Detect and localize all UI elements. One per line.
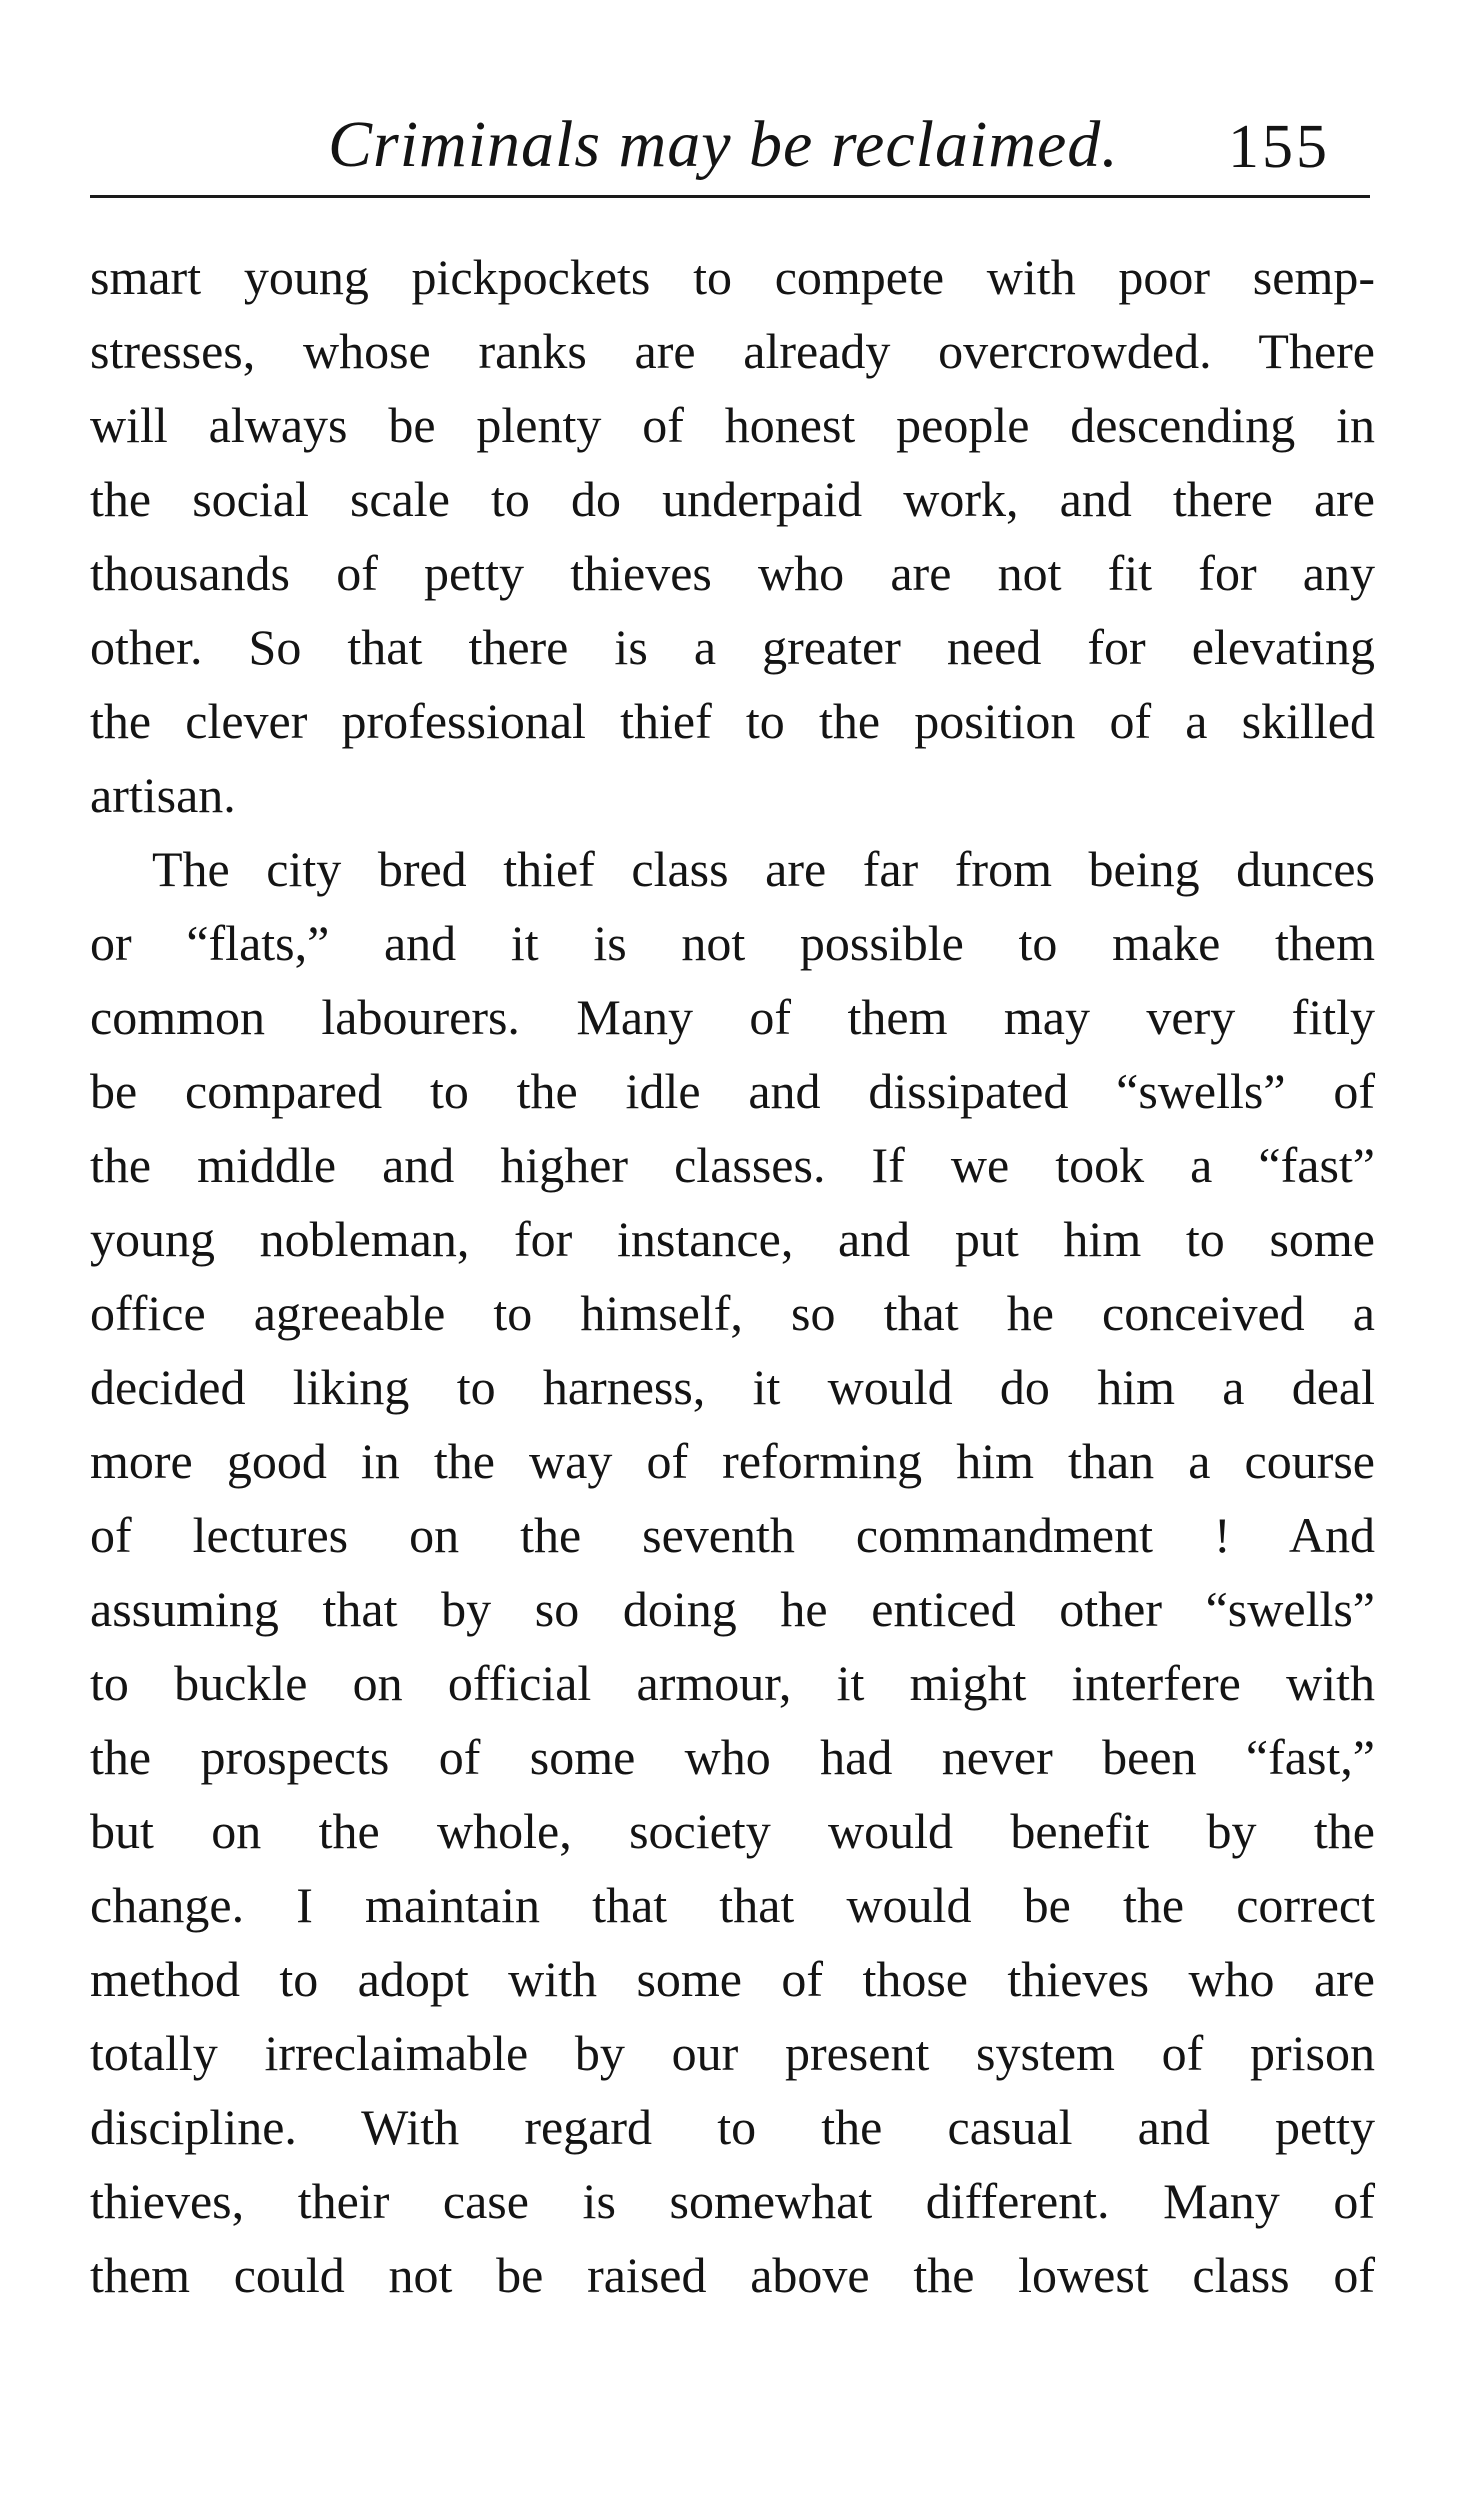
text-line: the clever professional thief to the position of a skilled [90, 693, 1375, 749]
header-rule [90, 195, 1370, 198]
text-line: of lectures on the seventh commandment ! And [90, 1507, 1375, 1563]
text-line: discipline. With regard to the casual and petty [90, 2099, 1375, 2155]
text-line: office agreeable to himself, so that he conceived a [90, 1285, 1375, 1341]
text-line: decided liking to harness, it would do him a deal [90, 1359, 1375, 1415]
text-line: assuming that by so doing he enticed other “swells” [90, 1581, 1375, 1637]
text-line: smart young pickpockets to compete with poor semp- [90, 249, 1375, 305]
text-line: but on the whole, society would benefit by the [90, 1803, 1375, 1859]
text-line: more good in the way of reforming him than a course [90, 1433, 1375, 1489]
text-line: method to adopt with some of those thieves who are [90, 1951, 1375, 2007]
running-title: Criminals may be reclaimed. [328, 108, 1119, 181]
text-line: the prospects of some who had never been “fast,” [90, 1729, 1375, 1785]
text-line: will always be plenty of honest people descending in [90, 397, 1375, 453]
text-line: them could not be raised above the lowest class of [90, 2247, 1375, 2303]
text-line: the middle and higher classes. If we took a “fast” [90, 1137, 1375, 1193]
text-line: thousands of petty thieves who are not fit for any [90, 545, 1375, 601]
body-text [90, 240, 1375, 2312]
text-line: other. So that there is a greater need for elevating [90, 619, 1375, 675]
text-line: change. I maintain that that would be the correct [90, 1877, 1375, 1933]
running-head [90, 98, 1370, 188]
text-line: thieves, their case is somewhat different. Many of [90, 2173, 1375, 2229]
text-line: totally irreclaimable by our present system of prison [90, 2025, 1375, 2081]
text-line: to buckle on official armour, it might interfere with [90, 1655, 1375, 1711]
text-line: young nobleman, for instance, and put him to some [90, 1211, 1375, 1267]
text-line: The city bred thief class are far from being dunces [152, 841, 1375, 897]
text-line: stresses, whose ranks are already overcrowded. There [90, 323, 1375, 379]
text-line: be compared to the idle and dissipated “swells” of [90, 1063, 1375, 1119]
text-line: artisan. [90, 767, 236, 823]
page-number: 155 [1228, 113, 1330, 181]
text-line: common labourers. Many of them may very fitly [90, 989, 1375, 1045]
text-line: the social scale to do underpaid work, and there are [90, 471, 1375, 527]
text-line: or “flats,” and it is not possible to make them [90, 915, 1375, 971]
